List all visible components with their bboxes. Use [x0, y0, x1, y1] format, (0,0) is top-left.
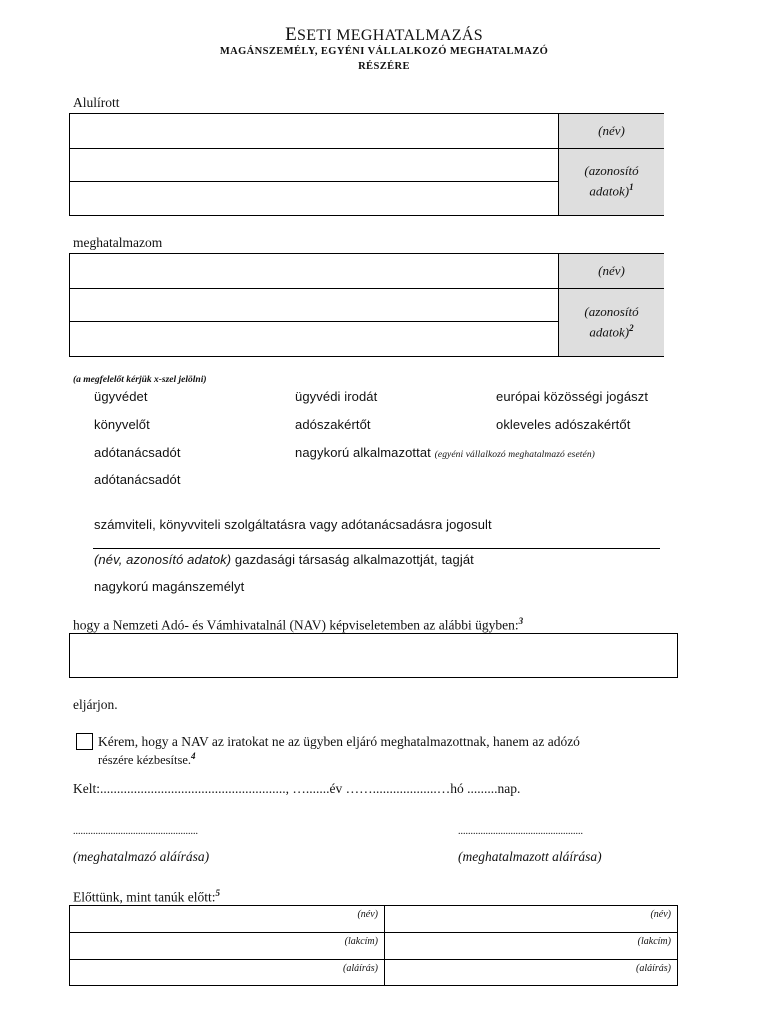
agent-id-field-2[interactable]: [70, 322, 559, 356]
footnote-1: 1: [629, 182, 634, 193]
agent-id-field-1[interactable]: [70, 289, 559, 321]
option-tax-expert[interactable]: adószakértőt: [295, 417, 371, 432]
witnesses-table: [69, 905, 678, 986]
option-eu-lawyer[interactable]: európai közösségi jogászt: [496, 389, 649, 404]
witness2-address[interactable]: (lakcím): [637, 936, 671, 947]
agent-signature-label: (meghatalmazott aláírása): [458, 849, 602, 864]
row-divider: [70, 959, 677, 960]
option-tax-advisor[interactable]: adótanácsadót: [94, 445, 181, 460]
delivery-checkbox[interactable]: [76, 733, 93, 750]
principal-name-field[interactable]: [70, 114, 559, 148]
proceed-text: eljárjon.: [73, 697, 118, 712]
option-lawyer[interactable]: ügyvédet: [94, 389, 148, 404]
principal-name-label: (név): [558, 114, 664, 148]
option-private-person[interactable]: nagykorú magánszemélyt: [94, 579, 245, 594]
witness1-signature[interactable]: (aláírás): [343, 963, 378, 974]
document-subtitle-line2: RÉSZÉRE: [358, 61, 410, 72]
document-subtitle: MAGÁNSZEMÉLY, EGYÉNI VÁLLALKOZÓ MEGHATALMAZÓ: [219, 46, 549, 57]
option-tax-advisor-2[interactable]: adótanácsadót: [94, 472, 181, 487]
principal-signature-label: (meghatalmazó aláírása): [73, 849, 210, 864]
option-certified-tax-expert[interactable]: okleveles adószakértőt: [496, 417, 631, 432]
agent-id-label: (azonosító adatok)$^2$: [558, 288, 664, 356]
option-law-firm[interactable]: ügyvédi irodát: [295, 389, 378, 404]
row-divider: [70, 932, 677, 933]
footnote-4: 4: [191, 751, 196, 761]
date-line[interactable]: Kelt:......................................................., ….......év ……...................…hó .........nap.: [73, 781, 521, 796]
option-accountant[interactable]: könyvelőt: [94, 417, 150, 432]
case-field[interactable]: [69, 633, 678, 678]
document-title: ESETI MEGHATALMAZÁS: [285, 24, 483, 45]
footnote-5: 5: [215, 888, 220, 898]
principal-label: Alulírott: [73, 95, 120, 110]
witness2-name[interactable]: (név): [650, 909, 671, 920]
agent-label: meghatalmazom: [73, 235, 163, 250]
witness1-name[interactable]: (név): [357, 909, 378, 920]
witnesses-intro: Előttünk, mint tanúk előtt:$^5$: [73, 888, 220, 905]
case-intro: hogy a Nemzeti Adó- és Vámhivatalnál (NAV) képviseletemben az alábbi ügyben:$^3$: [73, 616, 524, 633]
principal-signature-line[interactable]: ..................................................: [73, 826, 198, 837]
witness2-signature[interactable]: (aláírás): [636, 963, 671, 974]
agent-table: [69, 253, 664, 357]
footnote-3: 3: [518, 616, 524, 626]
agent-name-label: (név): [558, 254, 664, 288]
principal-table: [69, 113, 664, 216]
delivery-text-line1: Kérem, hogy a NAV az iratokat ne az ügyben eljáró meghatalmazottnak, hanem az adózó: [98, 734, 580, 749]
option-company-line[interactable]: számviteli, könyvviteli szolgáltatásra vagy adótanácsadásra jogosult: [94, 517, 492, 532]
agent-name-field[interactable]: [70, 254, 559, 288]
company-name-line[interactable]: [93, 548, 660, 549]
witness1-address[interactable]: (lakcím): [344, 936, 378, 947]
option-company-sub: (név, azonosító adatok) gazdasági társaság alkalmazottját, tagját: [94, 552, 474, 567]
instruction-note: (a megfelelőt kérjük x-szel jelölni): [73, 375, 207, 385]
option-adult-employee[interactable]: nagykorú alkalmazottat (egyéni vállalkozó meghatalmazó esetén): [295, 445, 595, 460]
delivery-text-line2: részére kézbesítse.$^4$: [98, 751, 196, 768]
agent-signature-line[interactable]: ..................................................: [458, 826, 583, 837]
principal-id-field-2[interactable]: [70, 182, 559, 215]
footnote-2: 2: [629, 322, 634, 333]
principal-id-label: (azonosító adatok)$^1$: [558, 148, 664, 215]
principal-id-field-1[interactable]: [70, 149, 559, 181]
